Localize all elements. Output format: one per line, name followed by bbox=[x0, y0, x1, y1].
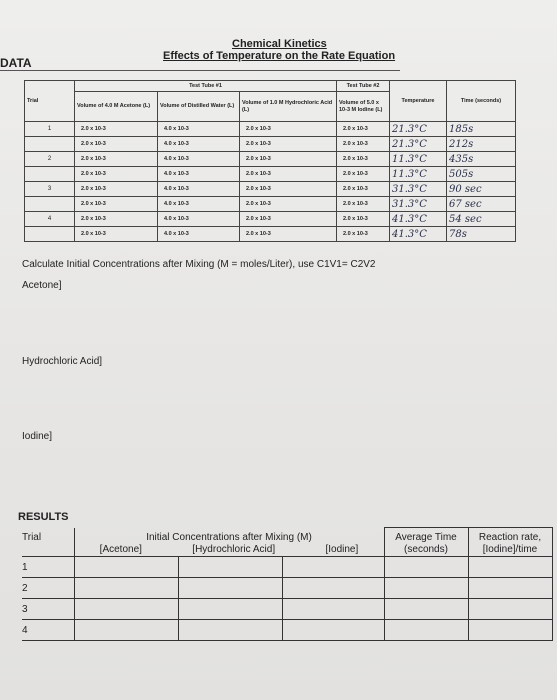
results-rate-cell[interactable] bbox=[468, 620, 552, 641]
trial-cell: 4 bbox=[25, 212, 75, 227]
iodine-volume-cell: 2.0 x 10-3 bbox=[337, 197, 390, 212]
water-volume-header: Volume of Distilled Water (L) bbox=[158, 92, 240, 122]
water-volume-cell: 4.0 x 10-3 bbox=[158, 122, 240, 137]
results-hcl-cell[interactable] bbox=[178, 620, 282, 641]
iodine-volume-cell: 2.0 x 10-3 bbox=[337, 152, 390, 167]
acetone-volume-header: Volume of 4.0 M Acetone (L) bbox=[75, 92, 158, 122]
data-section-label: DATA bbox=[0, 56, 32, 70]
trial-cell: 2 bbox=[25, 152, 75, 167]
temperature-header: Temperature bbox=[390, 81, 447, 122]
time-cell[interactable]: 54 sec bbox=[447, 212, 516, 227]
results-rate-cell[interactable] bbox=[468, 578, 552, 599]
data-divider bbox=[0, 70, 400, 71]
results-trial-number: 1 bbox=[22, 557, 74, 578]
acetone-volume-cell: 2.0 x 10-3 bbox=[75, 152, 158, 167]
results-table bbox=[22, 527, 553, 641]
temperature-cell[interactable]: 41.3°C bbox=[390, 212, 447, 227]
hcl-volume-cell: 2.0 x 10-3 bbox=[240, 212, 337, 227]
time-cell[interactable]: 505s bbox=[447, 167, 516, 182]
temperature-cell[interactable]: 11.3°C bbox=[390, 152, 447, 167]
results-iodine-subheader: [Iodine] bbox=[325, 543, 359, 555]
time-cell[interactable]: 67 sec bbox=[447, 197, 516, 212]
water-volume-cell: 4.0 x 10-3 bbox=[158, 212, 240, 227]
data-table bbox=[24, 80, 516, 242]
table-row bbox=[25, 227, 516, 242]
acetone-volume-cell: 2.0 x 10-3 bbox=[75, 212, 158, 227]
trial-cell bbox=[25, 137, 75, 152]
results-hcl-cell[interactable] bbox=[178, 578, 282, 599]
trial-cell bbox=[25, 167, 75, 182]
table-row bbox=[25, 197, 516, 212]
results-avg-time-cell[interactable] bbox=[384, 620, 468, 641]
hcl-volume-cell: 2.0 x 10-3 bbox=[240, 182, 337, 197]
table-row bbox=[25, 152, 516, 167]
results-iodine-cell[interactable] bbox=[282, 557, 384, 578]
table-row bbox=[25, 212, 516, 227]
time-cell[interactable]: 212s bbox=[447, 137, 516, 152]
iodine-volume-cell: 2.0 x 10-3 bbox=[337, 212, 390, 227]
results-acetone-cell[interactable] bbox=[74, 599, 178, 620]
results-hcl-cell[interactable] bbox=[178, 557, 282, 578]
results-iodine-cell[interactable] bbox=[282, 620, 384, 641]
temperature-cell[interactable]: 41.3°C bbox=[390, 227, 447, 242]
water-volume-cell: 4.0 x 10-3 bbox=[158, 227, 240, 242]
temperature-cell[interactable]: 21.3°C bbox=[390, 122, 447, 137]
hcl-calc-label: Hydrochloric Acid] bbox=[22, 356, 103, 367]
initial-concentrations-header bbox=[74, 528, 384, 557]
iodine-volume-header: Volume of 5.0 x 10-3 M Iodine (L) bbox=[337, 92, 390, 122]
results-iodine-cell[interactable] bbox=[282, 599, 384, 620]
hcl-volume-header: Volume of 1.0 M Hydrochloric Acid (L) bbox=[240, 92, 337, 122]
trial-cell: 3 bbox=[25, 182, 75, 197]
water-volume-cell: 4.0 x 10-3 bbox=[158, 137, 240, 152]
acetone-volume-cell: 2.0 x 10-3 bbox=[75, 197, 158, 212]
hcl-volume-cell: 2.0 x 10-3 bbox=[240, 167, 337, 182]
results-rate-cell[interactable] bbox=[468, 599, 552, 620]
results-row bbox=[22, 557, 552, 578]
results-avg-time-cell[interactable] bbox=[384, 557, 468, 578]
table-row bbox=[25, 122, 516, 137]
results-hcl-cell[interactable] bbox=[178, 599, 282, 620]
hcl-volume-cell: 2.0 x 10-3 bbox=[240, 227, 337, 242]
time-cell[interactable]: 90 sec bbox=[447, 182, 516, 197]
hcl-volume-cell: 2.0 x 10-3 bbox=[240, 197, 337, 212]
iodine-volume-cell: 2.0 x 10-3 bbox=[337, 167, 390, 182]
initial-concentrations-title: Initial Concentrations after Mixing (M) bbox=[146, 531, 312, 543]
results-row bbox=[22, 620, 552, 641]
water-volume-cell: 4.0 x 10-3 bbox=[158, 197, 240, 212]
results-acetone-cell[interactable] bbox=[74, 557, 178, 578]
results-trial-number: 4 bbox=[22, 620, 74, 641]
reaction-rate-header: Reaction rate, [Iodine]/time bbox=[468, 528, 552, 557]
temperature-cell[interactable]: 11.3°C bbox=[390, 167, 447, 182]
iodine-volume-cell: 2.0 x 10-3 bbox=[337, 182, 390, 197]
results-hcl-subheader: [Hydrochloric Acid] bbox=[192, 543, 276, 555]
acetone-volume-cell: 2.0 x 10-3 bbox=[75, 137, 158, 152]
page-title: Chemical Kinetics bbox=[232, 38, 327, 50]
iodine-volume-cell: 2.0 x 10-3 bbox=[337, 137, 390, 152]
temperature-cell[interactable]: 31.3°C bbox=[390, 197, 447, 212]
acetone-volume-cell: 2.0 x 10-3 bbox=[75, 227, 158, 242]
temperature-cell[interactable]: 31.3°C bbox=[390, 182, 447, 197]
results-trial-number: 3 bbox=[22, 599, 74, 620]
acetone-volume-cell: 2.0 x 10-3 bbox=[75, 182, 158, 197]
water-volume-cell: 4.0 x 10-3 bbox=[158, 152, 240, 167]
results-section-label: RESULTS bbox=[18, 511, 69, 523]
results-row bbox=[22, 578, 552, 599]
hcl-volume-cell: 2.0 x 10-3 bbox=[240, 137, 337, 152]
hcl-volume-cell: 2.0 x 10-3 bbox=[240, 152, 337, 167]
trial-cell bbox=[25, 227, 75, 242]
results-rate-cell[interactable] bbox=[468, 557, 552, 578]
results-acetone-cell[interactable] bbox=[74, 578, 178, 599]
results-trial-number: 2 bbox=[22, 578, 74, 599]
iodine-calc-label: Iodine] bbox=[22, 431, 53, 442]
acetone-calc-label: Acetone] bbox=[22, 280, 62, 291]
trial-cell bbox=[25, 197, 75, 212]
iodine-volume-cell: 2.0 x 10-3 bbox=[337, 122, 390, 137]
test-tube-1-header: Test Tube #1 bbox=[75, 81, 337, 92]
results-iodine-cell[interactable] bbox=[282, 578, 384, 599]
hcl-volume-cell: 2.0 x 10-3 bbox=[240, 122, 337, 137]
results-acetone-subheader: [Acetone] bbox=[99, 543, 142, 555]
trial-header: Trial bbox=[25, 81, 75, 122]
average-time-header: Average Time (seconds) bbox=[384, 528, 468, 557]
acetone-volume-cell: 2.0 x 10-3 bbox=[75, 122, 158, 137]
page-subtitle: Effects of Temperature on the Rate Equation bbox=[163, 50, 396, 62]
time-cell[interactable]: 435s bbox=[447, 152, 516, 167]
water-volume-cell: 4.0 x 10-3 bbox=[158, 182, 240, 197]
trial-cell: 1 bbox=[25, 122, 75, 137]
iodine-volume-cell: 2.0 x 10-3 bbox=[337, 227, 390, 242]
temperature-cell[interactable]: 21.3°C bbox=[390, 137, 447, 152]
table-row bbox=[25, 137, 516, 152]
calculation-instruction: Calculate Initial Concentrations after Mixing (M = moles/Liter), use C1V1= C2V2 bbox=[22, 259, 376, 270]
results-trial-header: Trial bbox=[22, 531, 42, 543]
time-cell[interactable]: 185s bbox=[447, 122, 516, 137]
results-avg-time-cell[interactable] bbox=[384, 578, 468, 599]
results-avg-time-cell[interactable] bbox=[384, 599, 468, 620]
water-volume-cell: 4.0 x 10-3 bbox=[158, 167, 240, 182]
results-row bbox=[22, 599, 552, 620]
time-cell[interactable]: 78s bbox=[447, 227, 516, 242]
results-acetone-cell[interactable] bbox=[74, 620, 178, 641]
test-tube-2-header: Test Tube #2 bbox=[337, 81, 390, 92]
time-header: Time (seconds) bbox=[447, 81, 516, 122]
acetone-volume-cell: 2.0 x 10-3 bbox=[75, 167, 158, 182]
table-row bbox=[25, 167, 516, 182]
table-row bbox=[25, 182, 516, 197]
